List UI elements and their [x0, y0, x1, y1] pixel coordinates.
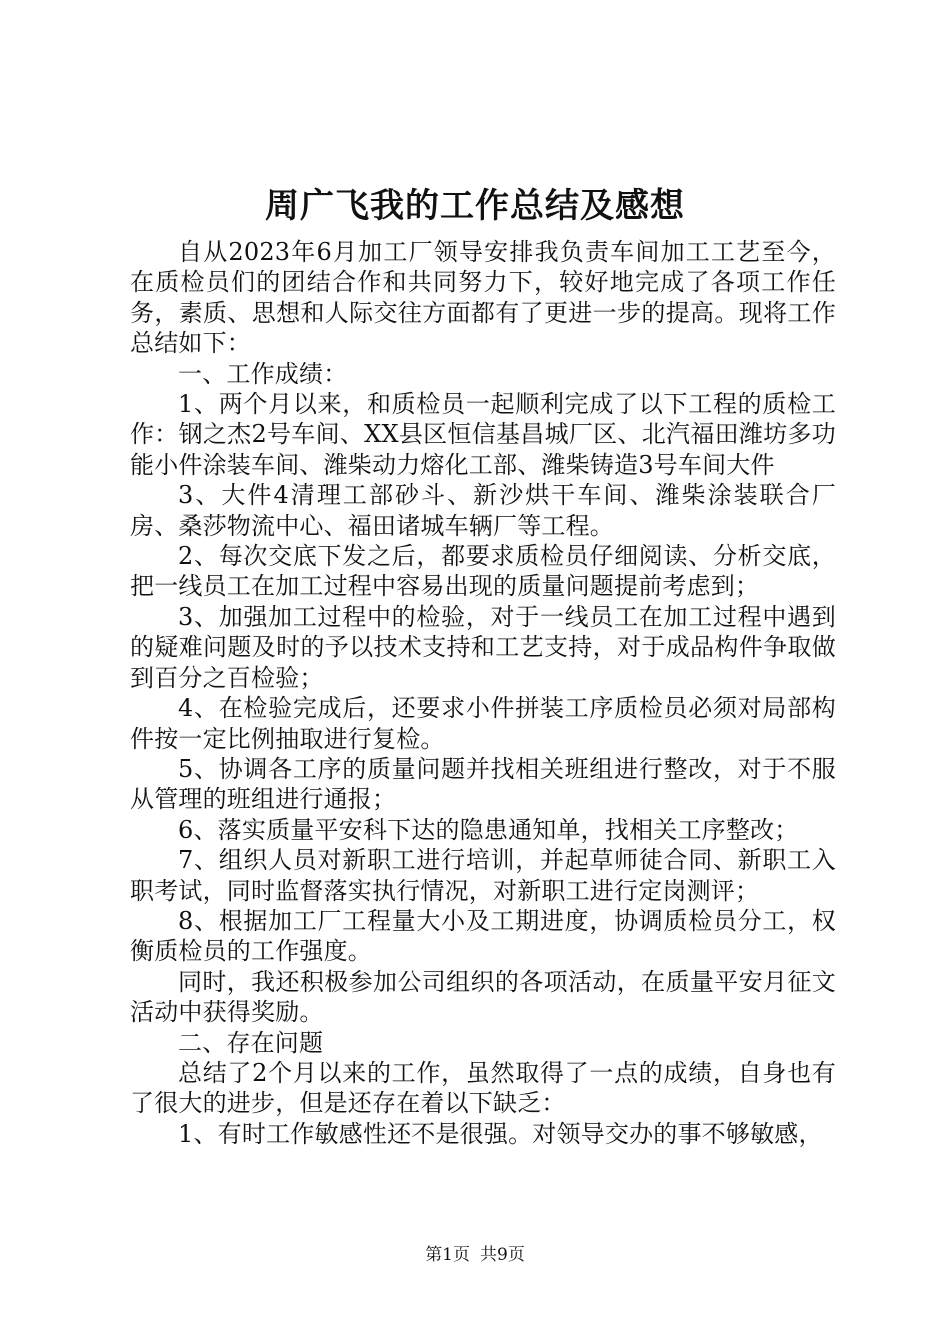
paragraph: 总结了2个月以来的工作，虽然取得了一点的成绩，自身也有了很大的进步，但是还存在着以下缺乏：	[130, 1058, 836, 1118]
paragraph: 7、组织人员对新职工进行培训，并起草师徒合同、新职工入职考试，同时监督落实执行情况，对新职工进行定岗测评；	[130, 846, 836, 905]
paragraph: 8、根据加工厂工程量大小及工期进度，协调质检员分工，权衡质检员的工作强度。	[130, 906, 836, 966]
paragraph: 同时，我还积极参加公司组织的各项活动，在质量平安月征文活动中获得奖励。	[130, 967, 836, 1027]
page-total: 共9页	[480, 1245, 525, 1265]
document-title: 周广飞我的工作总结及感想	[265, 186, 685, 226]
document-body	[130, 237, 836, 1149]
paragraph: 2、每次交底下发之后，都要求质检员仔细阅读、分析交底，把一线员工在加工过程中容易出现的质量问题提前考虑到；	[130, 542, 836, 601]
paragraph: 1、有时工作敏感性还不是很强。对领导交办的事不够敏感，	[178, 1119, 823, 1148]
section-heading: 一、工作成绩：	[178, 359, 348, 388]
paragraph: 自从2023年6月加工厂领导安排我负责车间加工工艺至今，在质检员们的团结合作和共同努力下，较好地完成了各项工作任务，素质、思想和人际交往方面都有了更进一步的提高。现将工作总结如下：	[130, 238, 836, 358]
paragraph: 1、两个月以来，和质检员一起顺利完成了以下工程的质检工作：钢之杰2号车间、XX县区恒信基昌城厂区、北汽福田潍坊多功能小件涂装车间、潍柴动力熔化工部、潍柴铸造3号车间大件	[130, 390, 836, 479]
page-number: 第1页	[425, 1245, 470, 1265]
paragraph: 5、协调各工序的质量问题并找相关班组进行整改，对于不服从管理的班组进行通报；	[130, 754, 836, 814]
page-footer	[0, 1243, 950, 1267]
paragraph: 3、加强加工过程中的检验，对于一线员工在加工过程中遇到的疑难问题及时的予以技术支持和工艺支持，对于成品构件争取做到百分之百检验；	[130, 602, 836, 692]
paragraph: 6、落实质量平安科下达的隐患通知单，找相关工序整改；	[178, 815, 799, 844]
section-heading: 二、存在问题	[178, 1028, 324, 1057]
paragraph: 4、在检验完成后，还要求小件拼装工序质检员必须对局部构件按一定比例抽取进行复检。	[130, 694, 836, 753]
paragraph: 3、大件4清理工部砂斗、新沙烘干车间、潍柴涂装联合厂房、桑莎物流中心、福田诸城车辆厂等工程。	[130, 481, 836, 540]
